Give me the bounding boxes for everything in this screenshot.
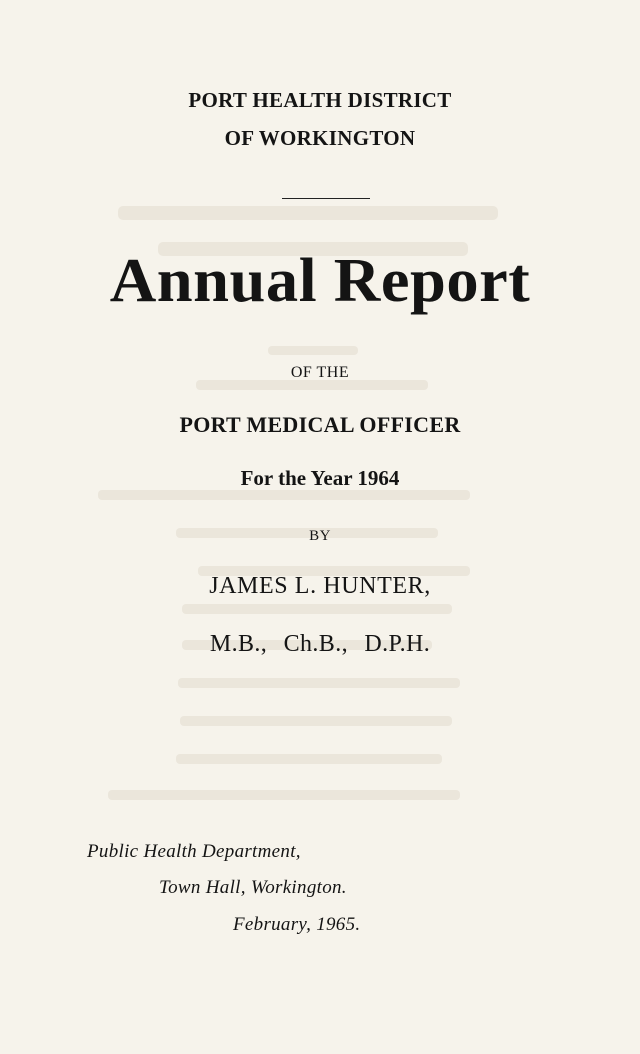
district-line-1: PORT HEALTH DISTRICT — [188, 88, 452, 112]
report-title: Annual Report — [109, 247, 531, 315]
report-year: For the Year 1964 — [240, 466, 400, 490]
officer-heading: PORT MEDICAL OFFICER — [179, 412, 461, 437]
of-the-label: OF THE — [290, 364, 350, 381]
author-name: JAMES L. HUNTER, — [209, 573, 431, 599]
title-divider — [282, 198, 370, 199]
by-label: BY — [309, 528, 331, 544]
district-line-2: OF WORKINGTON — [224, 126, 416, 150]
author-degrees: M.B., Ch.B., D.P.H. — [209, 631, 431, 657]
address-line-1: Public Health Department, — [87, 841, 301, 862]
publication-date: February, 1965. — [233, 914, 361, 935]
address-line-2: Town Hall, Workington. — [159, 877, 347, 898]
